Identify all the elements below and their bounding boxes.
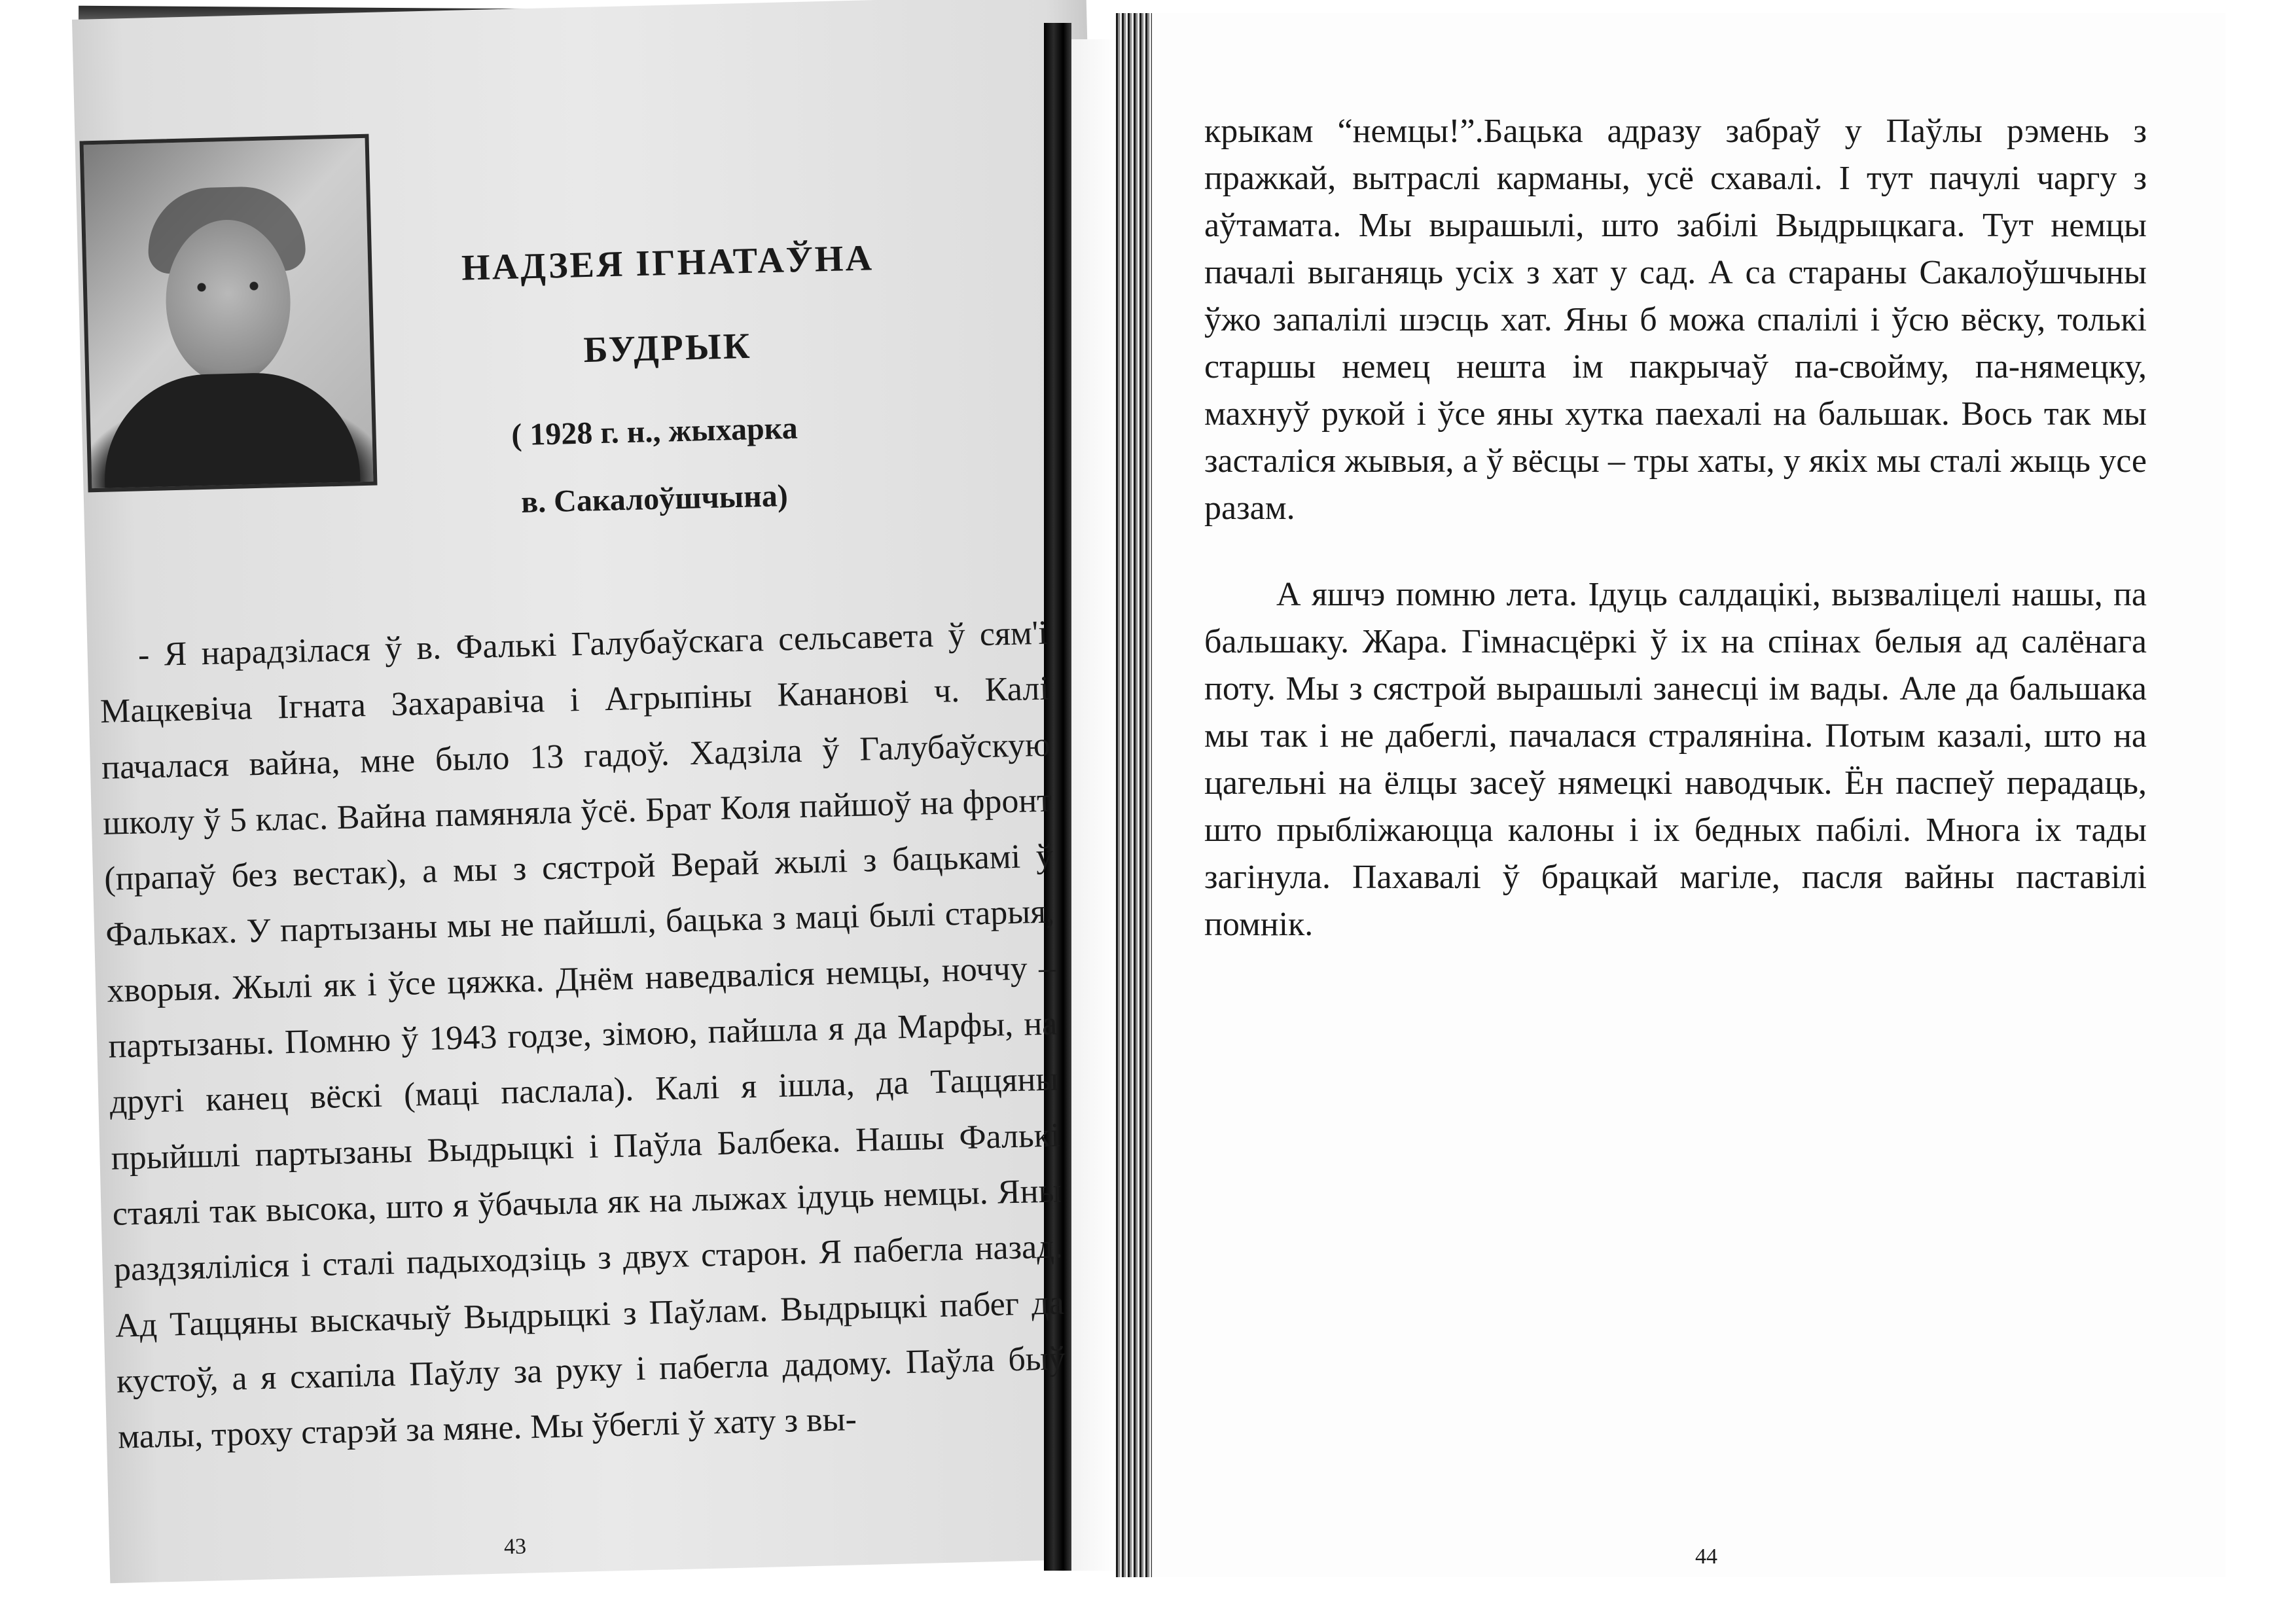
left-page-body [98, 605, 1067, 1479]
right-paragraph-2: А яшчэ помню лета. Ідуць салдацікі, вызваліцелі нашы, па бальшаку. Жара. Гімнасцёркі ў іх на спінах белыя ад салёнага поту. Мы з сястрой вырашылі занесці ім вады. Але да бальшака мы так і не дабеглі, пачалася страляніна. Потым казалі, што на цагельні на ёлцы засеў нямецкі наводчык. Ён паспеў перадаць, што прыбліжаюцца калоны і іх бедных пабілі. Многа іх тады загінула. Пахавалі ў брацкай магіле, пасля вайны паставілі помнік. [1204, 576, 2147, 943]
right-paragraph-1: крыкам “немцы!”.Бацька адразу забраў у Паўлы рэмень з пражкай, вытраслі карманы, усё схавалі. І тут пачулі чаргу з аўтамата. Мы вырашылі, што забілі Выдрыцкага. Тут немцы пачалі выганяць усіх з хат у сад. А са стараны Сакалоўшчыны ўжо запалілі шэсць хат. Яны б можа спалілі і ўсю вёску, толькі старшы немец нешта ім пакрычаў па-свойму, па-нямецку, махнуў рукой і ўсе яны хутка паехалі на бальшак. Вось так мы засталіся жывыя, а ў вёсцы – тры хаты, у якіх мы сталі жыць усе разам. [1204, 113, 2147, 527]
page-number-right: 44 [1695, 1544, 1717, 1569]
page-edges-stack [1116, 13, 1152, 1577]
birth-info-line2: в. Сакалоўшчына) [520, 478, 789, 520]
person-name-line1: НАДЗЕЯ ІГНАТАЎНА [461, 238, 874, 289]
spine-gutter [1071, 39, 1117, 1571]
birth-info-line1: ( 1928 г. н., жыхарка [511, 410, 798, 453]
right-page-body [1204, 108, 2147, 948]
left-body-paragraph: - Я нарадзілася ў в. Фалькі Галубаўскага сельсавета ў сям'і Мацкевіча Ігната Захаравіча і Агрыпіны Кананові ч. Калі пачалася вайна, мне было 13 гадоў. Хадзіла ў Галубаўскую школу ў 5 клас. Вайна памяняла ўсё. Брат Коля пайшоў на фронт (прапаў без вестак), а мы з сястрой Верай жылі з бацькамі ў Фальках. У партызаны мы не пайшлі, бацька з маці былі старыя, хворыя. Жылі як і ўсе цяжка. Днём наведваліся немцы, ноччу – партызаны. Помню ў 1943 годзе, зімою, пайшла я да Марфы, на другі канец вёскі (маці паслала). Калі я ішла, да Таццяны прыйшлі партызаны Выдрыцкі і Паўла Балбека. Нашы Фалькі стаялі так высока, што я ўбачыла як на лыжах ідуць немцы. Яны раздзяліліся і сталі падыходзіць з двух старон. Я пабегла назад. Ад Таццяны выскачыў Выдрыцкі з Паўлам. Выдрыцкі пабег да кустоў, а я схапіла Паўлу за руку і пабегла дадому. Паўла быў малы, троху старэй за мяне. Мы ўбеглі ў хату з вы- [99, 614, 1066, 1456]
portrait-clothing [102, 370, 360, 488]
page-number-left: 43 [503, 1534, 527, 1560]
portrait-eyes [188, 281, 267, 293]
portrait-photo [80, 134, 378, 493]
person-name-line2: БУДРЫК [583, 325, 753, 371]
